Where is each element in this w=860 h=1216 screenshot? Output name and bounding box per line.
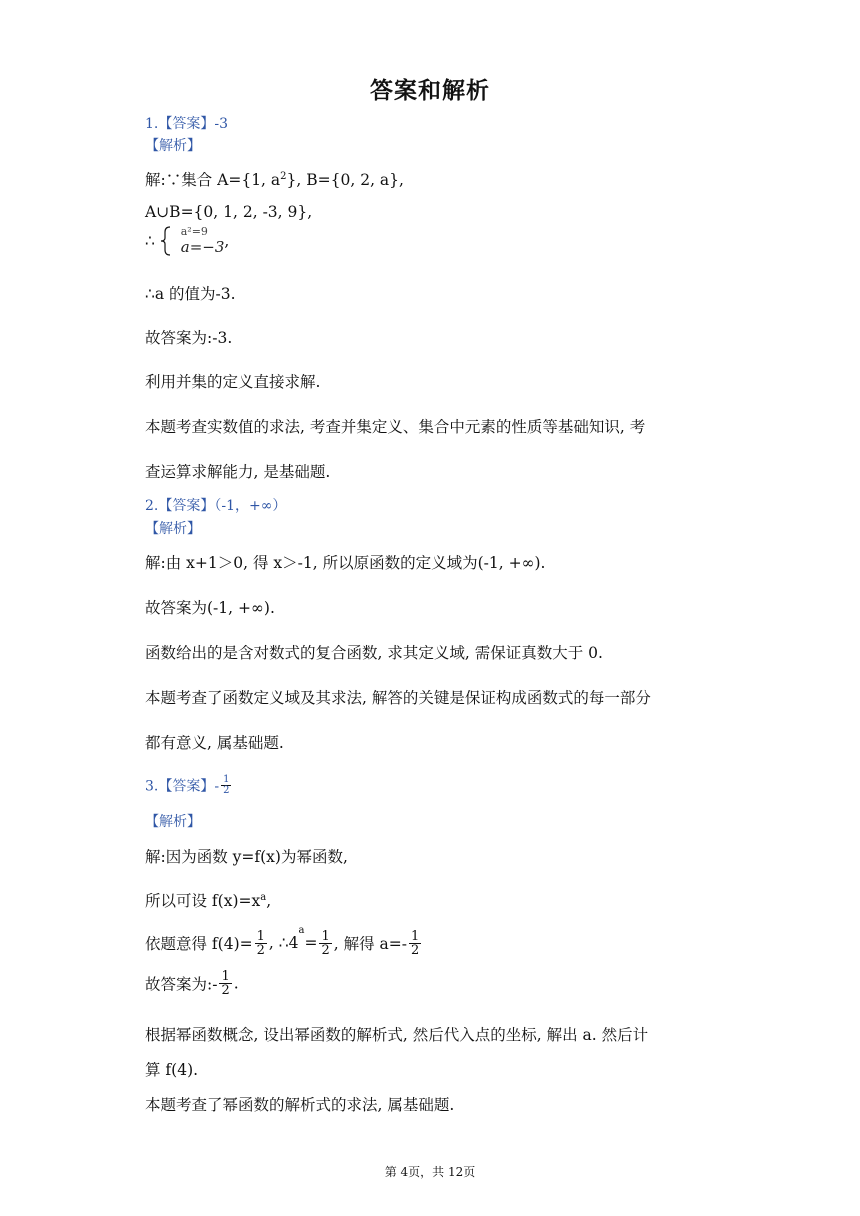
- q3-line1: 解:因为函数 y=f(x)为幂函数,: [145, 848, 348, 866]
- left-brace-icon: [160, 226, 172, 256]
- q3-line4: [145, 970, 239, 997]
- q3-line2: [145, 889, 271, 911]
- q2-line5: 都有意义, 属基础题.: [145, 734, 284, 752]
- q1-line7: 本题考查实数值的求法, 考查并集定义、集合中元素的性质等基础知识, 考: [145, 418, 646, 436]
- q3-answer-den: 2: [223, 785, 230, 796]
- q3-line5: 根据幂函数概念, 设出幂函数的解析式, 然后代入点的坐标, 解出 a. 然后计: [145, 1026, 649, 1044]
- q1-therefore: ∴: [145, 232, 155, 250]
- fraction-half-1: [255, 930, 267, 957]
- fraction-num: 1: [221, 969, 230, 984]
- q3-line3-c: =: [304, 934, 318, 952]
- q3-line3-sup: a: [298, 925, 305, 936]
- q3-analysis-label: 【解析】: [145, 814, 201, 830]
- q2-line3: 函数给出的是含对数式的复合函数, 求其定义域, 需保证真数大于 0.: [145, 644, 603, 662]
- q1-line5: 故答案为:-3.: [145, 329, 233, 347]
- fraction-num: 1: [321, 928, 330, 944]
- fraction-half-4: [219, 970, 231, 997]
- q3-line3-a: 依题意得 f(4)=: [145, 935, 253, 953]
- q2-analysis-label: 【解析】: [145, 521, 201, 537]
- fraction-den: 2: [410, 942, 420, 958]
- q1-system-equations: [181, 226, 225, 256]
- q3-line2-sup: a: [260, 891, 267, 903]
- q3-line3: [145, 925, 423, 957]
- q3-line2-suffix: ,: [266, 892, 272, 910]
- q1-line2: A∪B={0, 1, 2, -3, 9},: [145, 203, 313, 221]
- fraction-half-3: [409, 930, 421, 957]
- q3-line7: 本题考查了幂函数的解析式的求法, 属基础题.: [145, 1096, 455, 1114]
- q1-line1-sup: 2: [280, 170, 287, 182]
- q1-line1: [145, 168, 404, 190]
- fraction-num: 1: [410, 928, 420, 944]
- q3-line3-b: , ∴4: [268, 934, 299, 952]
- fraction-den: 2: [321, 942, 330, 958]
- q1-line1-suffix: }, B={0, 2, a},: [286, 171, 404, 189]
- q1-analysis-label: 【解析】: [145, 138, 201, 154]
- q3-line4-b: .: [233, 974, 239, 993]
- q1-system-eq1: a²=9: [180, 225, 208, 239]
- q1-answer-label: 1.【答案】-3: [145, 116, 228, 132]
- q1-line6: 利用并集的定义直接求解.: [145, 373, 321, 391]
- page-footer: 第 4页，共 12页: [384, 1165, 476, 1179]
- q3-line4-a: 故答案为:-: [145, 975, 218, 994]
- page-title: 答案和解析: [370, 78, 490, 104]
- q3-answer: [145, 775, 233, 796]
- q1-system: [145, 226, 229, 256]
- q1-line8: 查运算求解能力, 是基础题.: [145, 463, 331, 481]
- fraction-half-2: [319, 930, 331, 957]
- q1-system-eq2: a=−3: [180, 237, 225, 256]
- q2-line2: 故答案为(-1, +∞).: [145, 599, 275, 617]
- q3-line6: 算 f(4).: [145, 1061, 199, 1079]
- q3-answer-prefix: 3.【答案】-: [145, 778, 220, 795]
- fraction-den: 2: [256, 942, 265, 958]
- q2-answer-label: 2.【答案】（-1，+∞）: [145, 498, 287, 514]
- q3-answer-num: 1: [223, 774, 230, 785]
- fraction-num: 1: [256, 928, 265, 944]
- q1-system-tail: ,: [224, 232, 230, 250]
- q2-line1: 解:由 x+1＞0, 得 x＞-1, 所以原函数的定义域为(-1, +∞).: [145, 554, 546, 572]
- q3-line2-prefix: 所以可设 f(x)=x: [145, 892, 261, 910]
- q1-line4: ∴a 的值为-3.: [145, 285, 236, 303]
- q2-line4: 本题考查了函数定义域及其求法, 解答的关键是保证构成函数式的每一部分: [145, 689, 651, 707]
- fraction-den: 2: [221, 983, 230, 998]
- q1-line1-prefix: 解:∵集合 A={1, a: [145, 171, 281, 189]
- q3-answer-fraction: [221, 775, 231, 796]
- q3-line3-d: , 解得 a=-: [333, 935, 407, 953]
